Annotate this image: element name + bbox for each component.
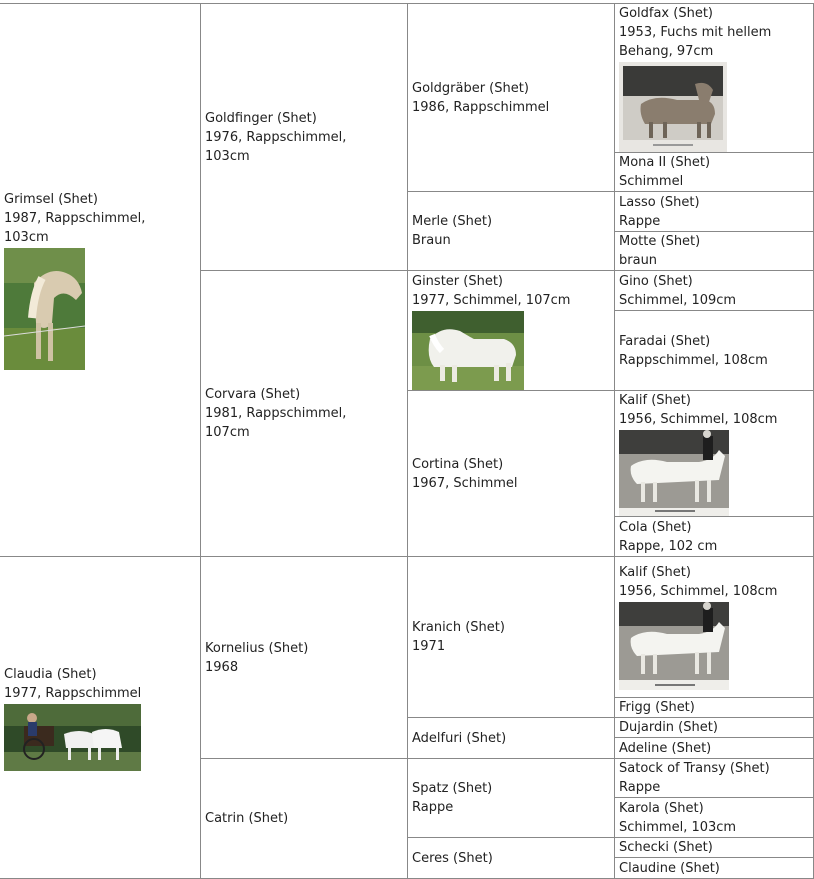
horse-name: Cortina (Shet) (412, 456, 504, 472)
horse-info: 1976, Rappschimmel, (205, 129, 347, 145)
horse-info: braun (619, 253, 658, 268)
horse-name: Goldgräber (Shet) (412, 80, 529, 96)
pedigree-cell-gen4 (615, 517, 814, 557)
horse-name: Schecki (Shet) (619, 840, 713, 855)
pedigree-cell-gen4 (615, 759, 814, 798)
pedigree-cell-gen4 (615, 192, 814, 232)
pedigree-cell-gen4 (615, 271, 814, 311)
horse-name: Satock of Transy (Shet) (619, 761, 770, 776)
horse-name: Goldfinger (Shet) (205, 110, 317, 126)
horse-name: Kalif (Shet) (619, 393, 691, 408)
horse-name: Adelfuri (Shet) (412, 730, 507, 746)
horse-name: Merle (Shet) (412, 214, 493, 229)
horse-info: 1953, Fuchs mit hellem (619, 25, 772, 40)
horse-name: Frigg (Shet) (619, 700, 695, 715)
horse-info: Schimmel, 109cm (619, 292, 737, 308)
pedigree-cell-gen3 (408, 192, 615, 271)
horse-photo (619, 62, 727, 152)
pedigree-cell-gen4 (615, 4, 814, 153)
horse-name: Dujardin (Shet) (619, 720, 718, 735)
horse-info: 1956, Schimmel, 108cm (619, 584, 778, 599)
horse-info: 1987, Rappschimmel, (4, 211, 146, 226)
horse-name: Ceres (Shet) (412, 850, 493, 866)
horse-name: Corvara (Shet) (205, 387, 301, 402)
pedigree-cell-gen4 (615, 232, 814, 271)
horse-info: 107cm (205, 425, 250, 440)
horse-info: Rappe, 102 cm (619, 538, 718, 554)
pedigree-cell-gen2 (201, 557, 408, 759)
horse-photo (619, 430, 729, 516)
horse-name: Mona II (Shet) (619, 155, 711, 170)
horse-info: 1981, Rappschimmel, (205, 406, 347, 421)
horse-name: Karola (Shet) (619, 800, 704, 816)
horse-name: Grimsel (Shet) (4, 192, 98, 207)
horse-name: Ginster (Shet) (412, 274, 503, 289)
pedigree-cell-gen4 (615, 798, 814, 838)
pedigree-cell-gen4 (615, 698, 814, 718)
horse-info: Schimmel (619, 174, 684, 189)
horse-photo (412, 311, 524, 390)
pedigree-cell-gen2 (201, 4, 408, 271)
horse-name: Gino (Shet) (619, 273, 693, 289)
horse-name: Catrin (Shet) (205, 811, 289, 826)
pedigree-cell-sire (0, 4, 201, 557)
horse-info: 103cm (4, 230, 49, 245)
horse-info: 1968 (205, 659, 239, 675)
pedigree-cell-gen3 (408, 557, 615, 718)
horse-name: Spatz (Shet) (412, 781, 493, 796)
horse-name: Kalif (Shet) (619, 565, 691, 580)
horse-info: Rappe (412, 800, 454, 815)
pedigree-cell-gen4 (615, 557, 814, 698)
horse-info: Rappe (619, 780, 661, 795)
horse-info: Schimmel, 103cm (619, 819, 737, 835)
horse-name: Cola (Shet) (619, 519, 692, 535)
pedigree-cell-gen4 (615, 858, 814, 879)
pedigree-cell-gen4 (615, 311, 814, 391)
horse-info: Behang, 97cm (619, 44, 714, 59)
horse-name: Claudine (Shet) (619, 860, 720, 876)
horse-info: 1967, Schimmel (412, 475, 518, 491)
pedigree-cell-gen4 (615, 153, 814, 192)
horse-name: Lasso (Shet) (619, 194, 700, 210)
pedigree-cell-gen3 (408, 4, 615, 192)
pedigree-cell-gen4 (615, 838, 814, 858)
horse-info: 103cm (205, 148, 250, 164)
pedigree-cell-gen3 (408, 391, 615, 557)
pedigree-cell-gen2 (201, 759, 408, 879)
pedigree-cell-gen3 (408, 271, 615, 391)
pedigree-cell-gen3 (408, 759, 615, 838)
horse-name: Faradai (Shet) (619, 333, 711, 349)
horse-photo (619, 602, 729, 690)
horse-name: Kornelius (Shet) (205, 640, 309, 656)
horse-info: Rappschimmel, 108cm (619, 352, 768, 368)
horse-photo (4, 248, 85, 370)
horse-info: Rappe (619, 213, 661, 229)
horse-info: 1977, Schimmel, 107cm (412, 293, 571, 308)
horse-name: Motte (Shet) (619, 234, 701, 249)
horse-info: 1956, Schimmel, 108cm (619, 412, 778, 427)
pedigree-cell-gen3 (408, 718, 615, 759)
pedigree-cell-gen2 (201, 271, 408, 557)
pedigree-cell-gen4 (615, 718, 814, 738)
horse-info: 1986, Rappschimmel (412, 99, 550, 115)
horse-info: 1977, Rappschimmel (4, 685, 142, 701)
horse-name: Kranich (Shet) (412, 620, 505, 635)
pedigree-cell-gen4 (615, 391, 814, 517)
pedigree-cell-gen4 (615, 738, 814, 759)
carriage-photo (4, 704, 141, 771)
horse-info: Braun (412, 233, 451, 248)
horse-info: 1971 (412, 639, 446, 654)
horse-name: Claudia (Shet) (4, 666, 97, 682)
pedigree-cell-gen3 (408, 838, 615, 879)
pedigree-cell-dam (0, 557, 201, 879)
horse-name: Adeline (Shet) (619, 740, 712, 756)
horse-name: Goldfax (Shet) (619, 6, 713, 21)
